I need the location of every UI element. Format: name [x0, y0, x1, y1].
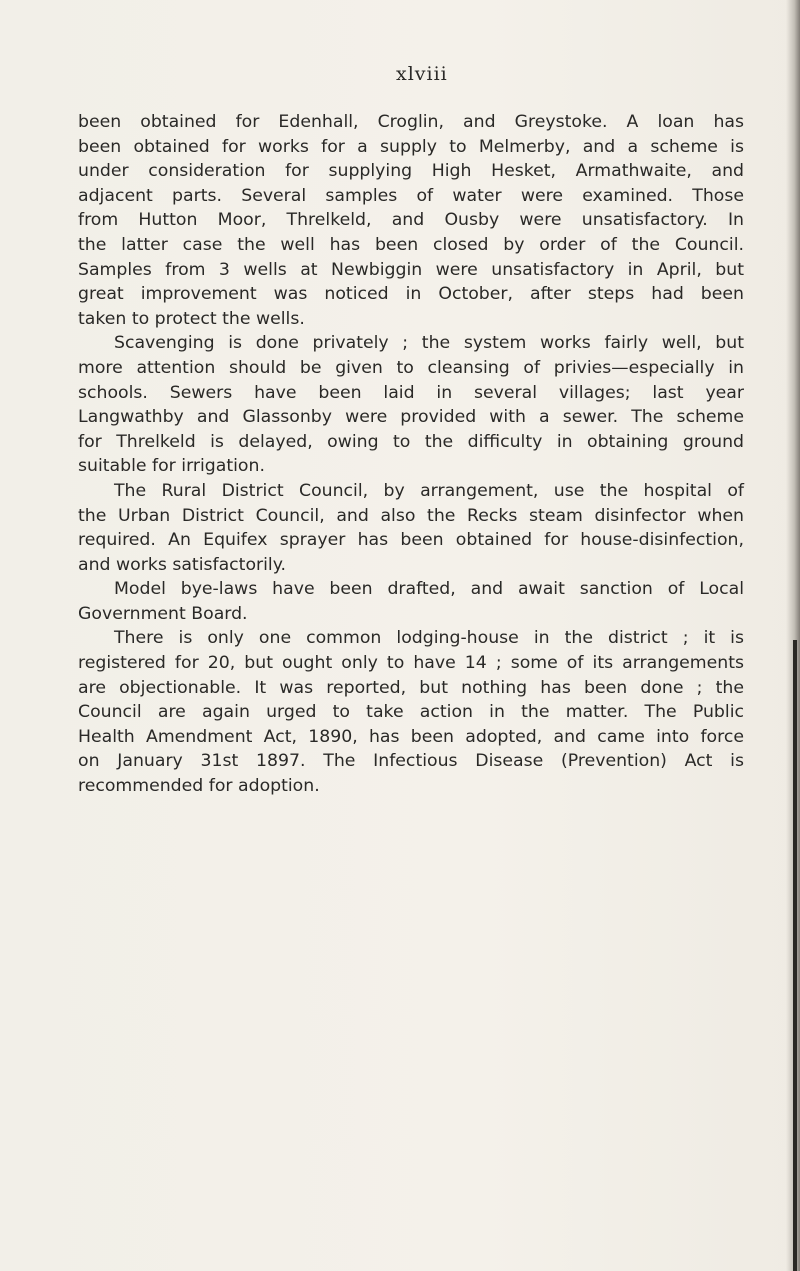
text-line: been obtained for Edenhall, Croglin, and Greystoke. A loan has: [78, 112, 744, 132]
paragraph-start: Scavenging is done privately ; the system works fairly well, but: [114, 333, 744, 354]
body-text: [78, 110, 744, 799]
text-line: the latter case the well has been closed by order of the Council.: [78, 234, 744, 255]
paragraph-start: The Rural District Council, by arrangement, use the hospital of: [114, 480, 744, 501]
text-line: Health Amendment Act, 1890, has been adopted, and came into force: [78, 726, 744, 747]
text-line: great improvement was noticed in October, after steps had been: [78, 284, 744, 305]
text-line: required. An Equifex sprayer has been obtained for house-disinfection,: [78, 530, 744, 551]
page-edge-binding: [793, 640, 797, 1271]
text-line: suitable for irrigation.: [78, 456, 265, 477]
paragraph-start: Model bye-laws have been drafted, and await sanction of Local: [114, 579, 744, 600]
text-line: schools. Sewers have been laid in several villages; last year: [78, 382, 744, 403]
text-line: on January 31st 1897. The Infectious Disease (Prevention) Act is: [78, 751, 744, 772]
text-line: Samples from 3 wells at Newbiggin were unsatisfactory in April, but: [78, 259, 744, 280]
paragraph-start: There is only one common lodging-house in the district ; it is: [114, 628, 744, 649]
text-line: from Hutton Moor, Threlkeld, and Ousby were unsatisfactory. In: [78, 210, 744, 231]
text-line: registered for 20, but ought only to have 14 ; some of its arrangements: [78, 653, 744, 674]
text-line: Government Board.: [78, 603, 248, 624]
text-line: Langwathby and Glassonby were provided with a sewer. The scheme: [78, 407, 744, 428]
text-line: Council are again urged to take action in the matter. The Public: [78, 702, 744, 723]
text-line: the Urban District Council, and also the Recks steam disinfector when: [78, 505, 744, 526]
page-number: xlviii: [396, 63, 448, 85]
text-line: are objectionable. It was reported, but nothing has been done ; the: [78, 677, 744, 698]
text-line: under consideration for supplying High Hesket, Armathwaite, and: [78, 161, 744, 182]
text-line: for Threlkeld is delayed, owing to the difficulty in obtaining ground: [78, 431, 744, 452]
text-line: more attention should be given to cleansing of privies—especially in: [78, 357, 744, 378]
text-line: taken to protect the wells.: [78, 308, 305, 329]
text-line: recommended for adoption.: [78, 776, 320, 797]
text-line: and works satisfactorily.: [78, 554, 286, 575]
text-line: been obtained for works for a supply to Melmerby, and a scheme is: [78, 136, 744, 157]
text-line: adjacent parts. Several samples of water were examined. Those: [78, 185, 744, 206]
